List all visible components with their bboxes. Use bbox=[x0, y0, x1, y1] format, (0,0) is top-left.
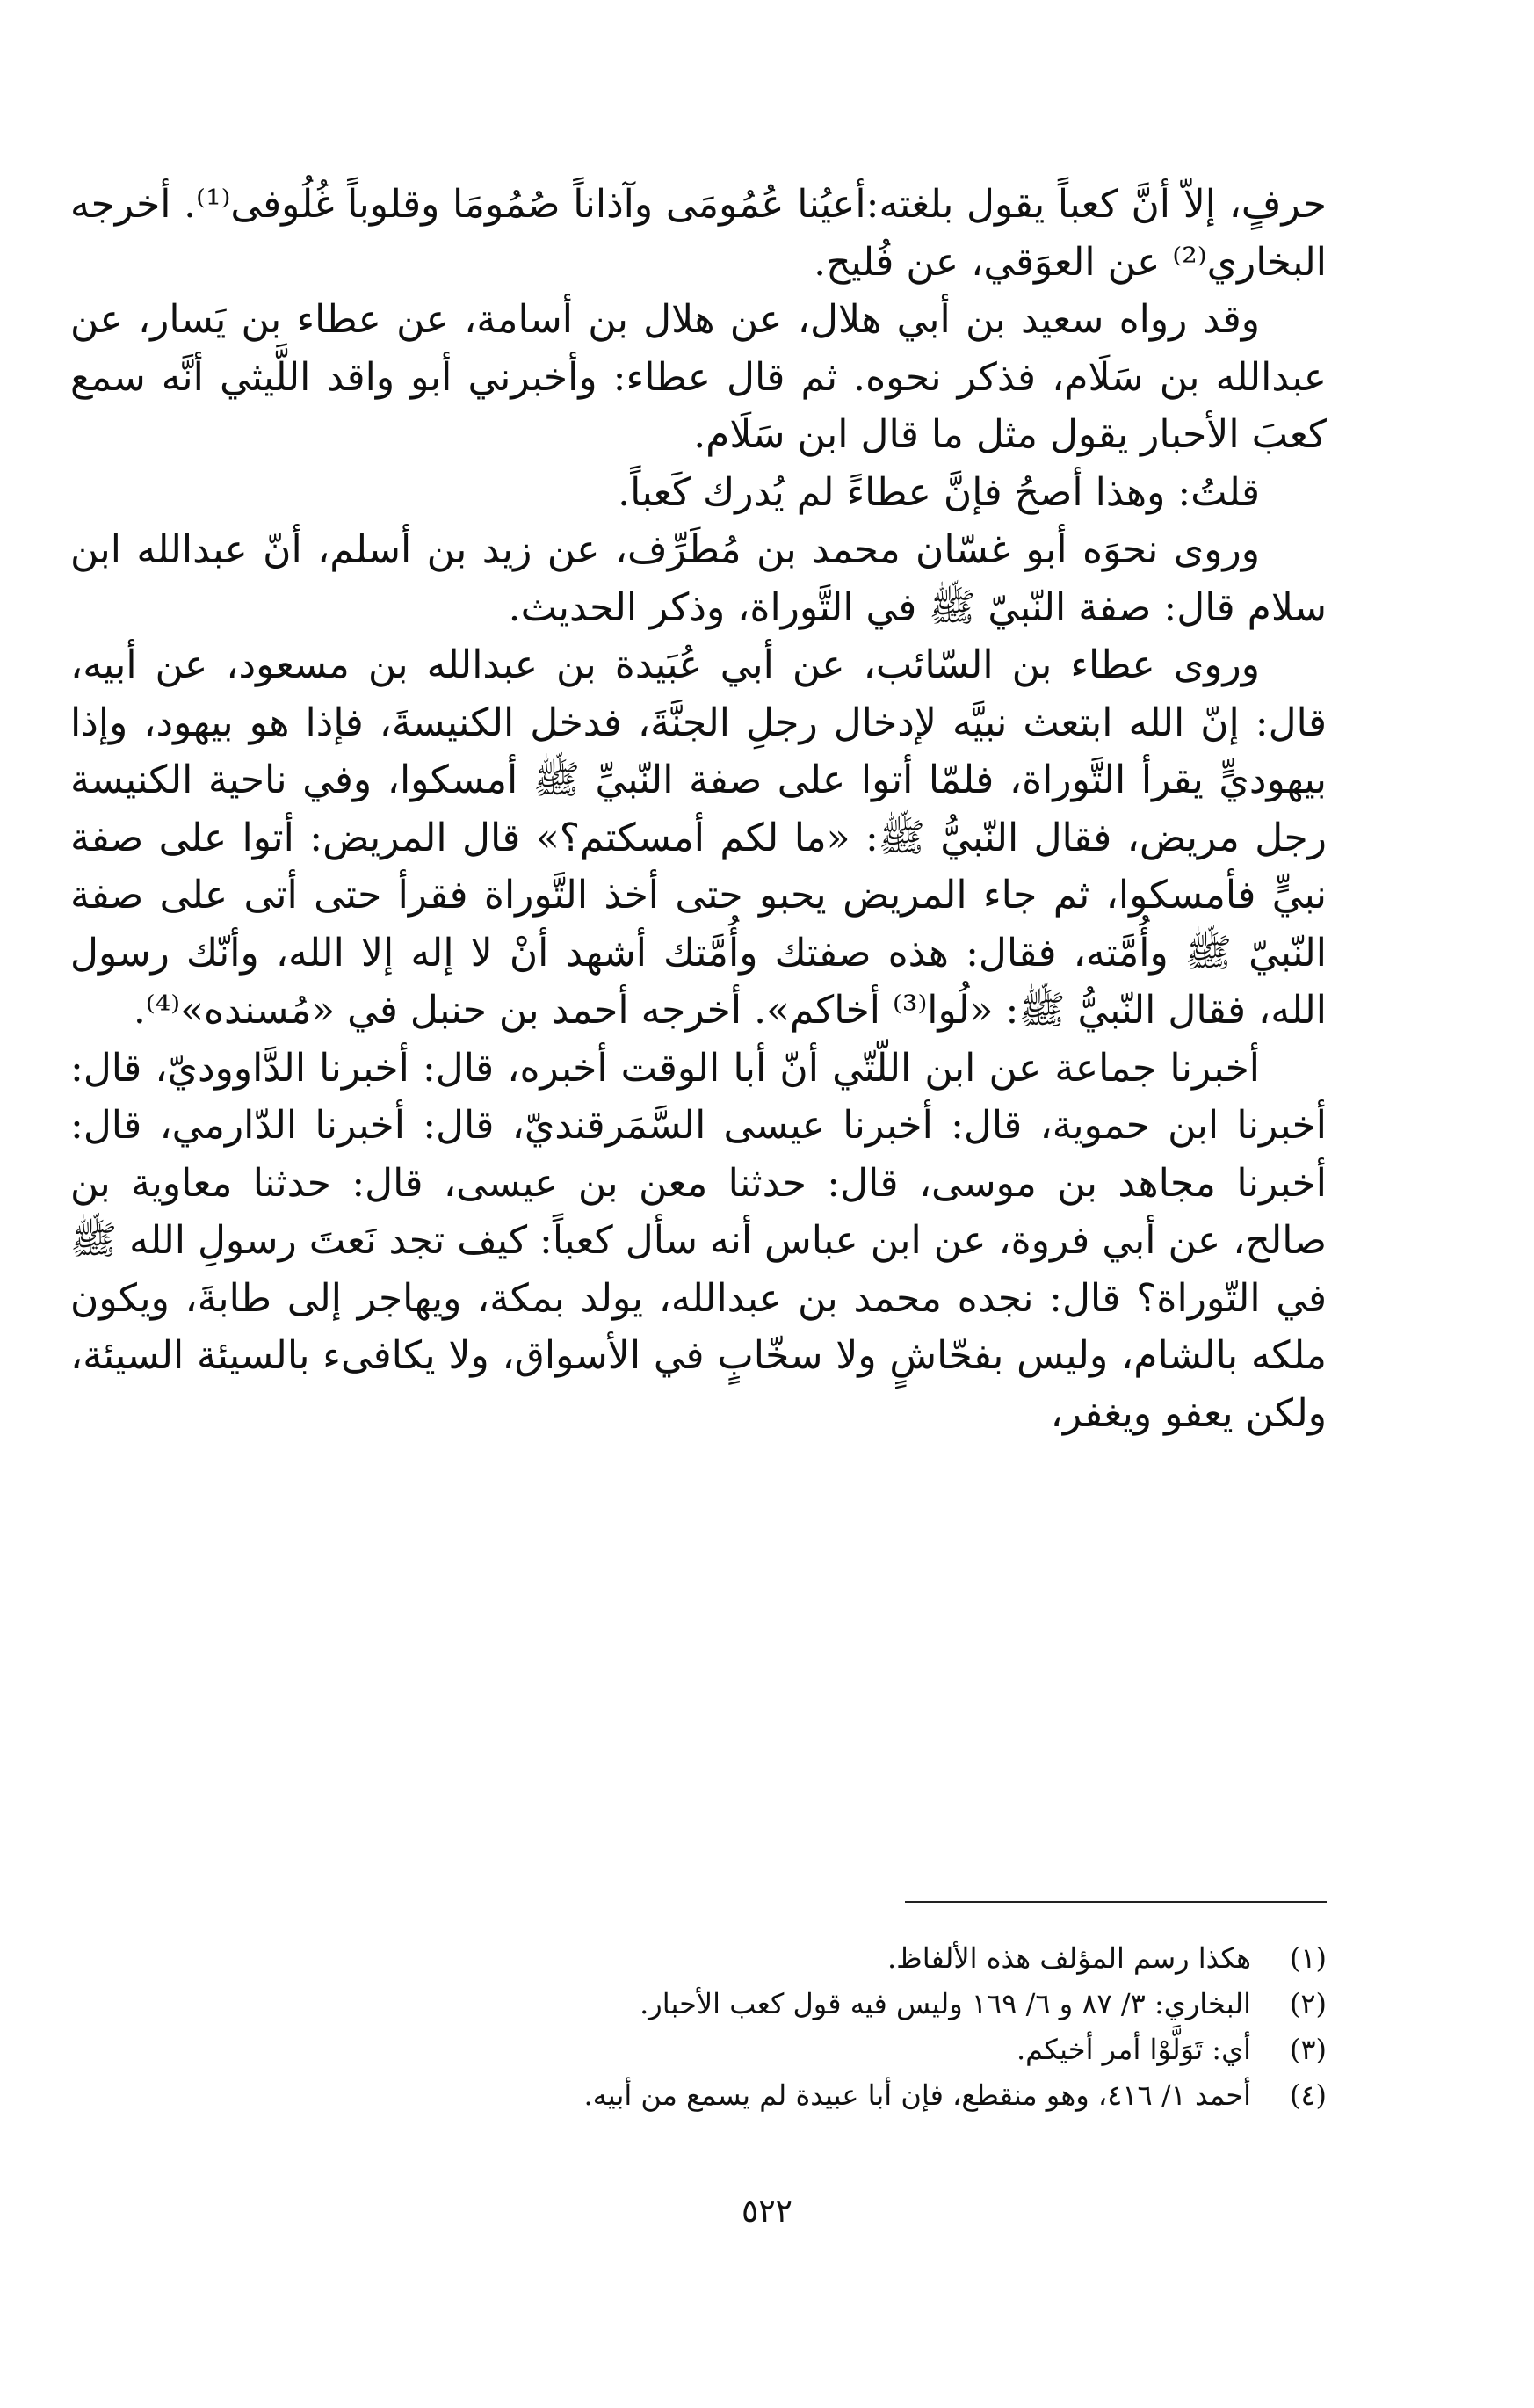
main-text bbox=[70, 176, 1327, 1442]
footnote-4 bbox=[70, 2072, 1327, 2118]
footnote-text: البخاري: ٣/ ٨٧ و ٦/ ١٦٩ وليس فيه قول كعب الأحبار. bbox=[640, 1987, 1251, 2020]
footnote-text: هكذا رسم المؤلف هذه الألفاظ. bbox=[886, 1941, 1251, 1975]
footnote-text: أحمد ١/ ٤١٦، وهو منقطع، فإن أبا عبيدة لم يسمع من أبيه. bbox=[583, 2078, 1251, 2112]
paragraph-3: قلتُ: وهذا أصحُ فإنَّ عطاءً لم يُدرك كَعباً. bbox=[618, 469, 1260, 515]
footnotes bbox=[70, 1935, 1327, 2118]
paragraph-1: حرفٍ، إلاّ أنَّ كعباً يقول بلغته:أعيُنا عُمُومَى وآذاناً صُمُومَا وقلوباً غُلُوفى⁽¹⁾. أخرجه البخاري⁽²⁾ عن العوَقي، عن فُليح. bbox=[70, 182, 1327, 285]
footnote-number: (٢) bbox=[1289, 1987, 1327, 2020]
paragraph-6: أخبرنا جماعة عن ابن اللّتّي أنّ أبا الوقت أخبره، قال: أخبرنا الدَّاووديّ، قال: أخبرنا ابن حموية، قال: أخبرنا عيسى السَّمَرقنديّ، قال: أخبرنا الدّارمي، قال: أخبرنا مجاهد بن موسى، قال: حدثنا معن بن عيسى، قال: حدثنا معاوية بن صالح، عن أبي فروة، عن ابن عباس أنه سأل كعباً: كيف تجد نَعتَ رسولِ الله ﷺ في التّوراة؟ قال: نجده محمد بن عبدالله، يولد بمكة، ويهاجر إلى طابةَ، ويكون ملكه بالشام، وليس بفحّاشٍ ولا سخّابٍ في الأسواق، ولا يكافىء بالسيئة السيئة، ولكن يعفو ويغفر، bbox=[70, 1045, 1327, 1436]
footnote-1 bbox=[70, 1935, 1327, 1981]
page-number: ٥٢٢ bbox=[741, 2194, 792, 2230]
footnote-number: (٤) bbox=[1289, 2078, 1327, 2112]
footnote-text: أي: تَوَلَّوْا أمر أخيكم. bbox=[1017, 2033, 1251, 2066]
page-content bbox=[70, 176, 1327, 1442]
footnote-3 bbox=[70, 2027, 1327, 2072]
footnote-number: (١) bbox=[1289, 1941, 1327, 1975]
paragraph-5: وروى عطاء بن السّائب، عن أبي عُبَيدة بن عبدالله بن مسعود، عن أبيه، قال: إنّ الله ابتعث نبيَّه لإدخال رجلِ الجنَّةَ، فدخل الكنيسةَ، فإذا هو بيهود، وإذا بيهوديٍّ يقرأ التَّوراة، فلمّا أتوا على صفة النّبيِّ ﷺ أمسكوا، وفي ناحية الكنيسة رجل مريض، فقال النّبيُّ ﷺ: «ما لكم أمسكتم؟» قال المريض: أتوا على صفة نبيٍّ فأمسكوا، ثم جاء المريض يحبو حتى أخذ التَّوراة فقرأ حتى أتى على صفة النّبيّ ﷺ وأُمَّته، فقال: هذه صفتك وأُمَّتك أشهد أنْ لا إله إلا الله، وأنّك رسول الله، فقال النّبيُّ ﷺ: «لُوا⁽³⁾ أخاكم». أخرجه أحمد بن حنبل في «مُسنده»⁽⁴⁾. bbox=[70, 642, 1327, 1033]
paragraph-2: وقد رواه سعيد بن أبي هلال، عن هلال بن أسامة، عن عطاء بن يَسار، عن عبدالله بن سَلَام، فذكر نحوه. ثم قال عطاء: وأخبرني أبو واقد اللَّيثي أنَّه سمع كعبَ الأحبار يقول مثل ما قال ابن سَلَام. bbox=[70, 297, 1327, 457]
footnote-divider bbox=[905, 1901, 1327, 1903]
footnote-number: (٣) bbox=[1289, 2033, 1327, 2066]
footnote-2 bbox=[70, 1981, 1327, 2027]
paragraph-4: وروى نحوَه أبو غسّان محمد بن مُطَرِّف، عن زيد بن أسلم، أنّ عبدالله ابن سلام قال: صفة النّبيّ ﷺ في التَّوراة، وذكر الحديث. bbox=[70, 527, 1327, 630]
